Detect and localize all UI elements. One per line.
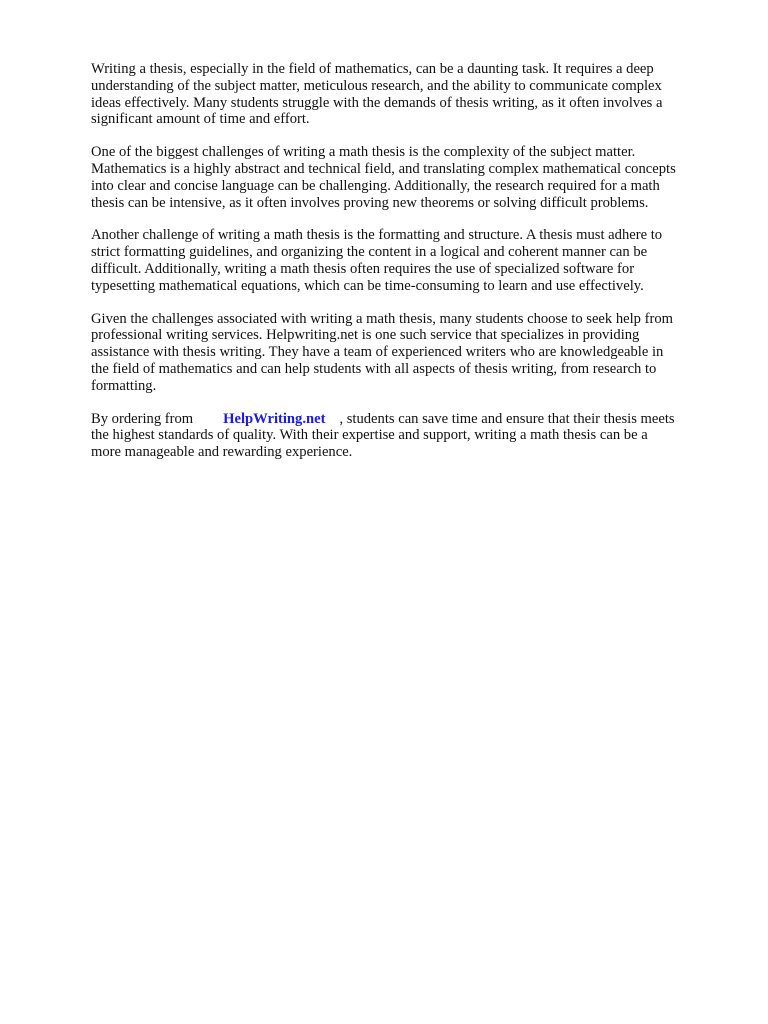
text-line: significant amount of time and effort.: [91, 111, 310, 128]
text-line: understanding of the subject matter, meticulous research, and the ability to communicate complex: [91, 77, 662, 94]
text-line: typesetting mathematical equations, which can be time-consuming to learn and use effectively.: [91, 277, 644, 294]
text-line: Mathematics is a highly abstract and technical field, and translating complex mathematical concepts: [91, 160, 676, 177]
text-line: strict formatting guidelines, and organizing the content in a logical and coherent manner can be: [91, 244, 648, 261]
text-line: Writing a thesis, especially in the field of mathematics, can be a daunting task. It requires a deep: [91, 61, 654, 77]
paragraph-complexity: [91, 144, 711, 211]
text-line-with-link: [91, 411, 711, 428]
closing-suffix: , students can save time and ensure that their thesis meets: [339, 410, 675, 427]
helpwriting-link[interactable]: HelpWriting.net: [223, 410, 326, 427]
text-line: professional writing services. Helpwriting.net is one such service that specializes in providing: [91, 327, 640, 344]
text-line: the field of mathematics and can help students with all aspects of thesis writing, from research to: [91, 360, 657, 377]
text-line: Another challenge of writing a math thesis is the formatting and structure. A thesis must adhere to: [91, 227, 663, 244]
text-line: One of the biggest challenges of writing a math thesis is the complexity of the subject matter.: [91, 144, 636, 161]
document-page: [91, 61, 711, 477]
paragraph-intro: [91, 61, 711, 128]
text-line: into clear and concise language can be challenging. Additionally, the research required for a math: [91, 177, 660, 194]
paragraph-services: [91, 311, 711, 395]
text-line: formatting.: [91, 377, 157, 394]
closing-prefix: By ordering from: [91, 410, 194, 427]
text-line: difficult. Additionally, writing a math thesis often requires the use of specialized software for: [91, 260, 635, 277]
text-line: the highest standards of quality. With their expertise and support, writing a math thesis can be a: [91, 427, 648, 444]
paragraph-formatting: [91, 227, 711, 294]
text-line: ideas effectively. Many students struggle with the demands of thesis writing, as it often involves a: [91, 94, 663, 111]
text-line: more manageable and rewarding experience.: [91, 444, 353, 461]
text-line: assistance with thesis writing. They have a team of experienced writers who are knowledgeable in: [91, 344, 664, 361]
text-line: thesis can be intensive, as it often involves proving new theorems or solving difficult problems.: [91, 194, 649, 211]
text-line: Given the challenges associated with writing a math thesis, many students choose to seek help from: [91, 310, 673, 327]
paragraph-closing: [91, 411, 711, 461]
